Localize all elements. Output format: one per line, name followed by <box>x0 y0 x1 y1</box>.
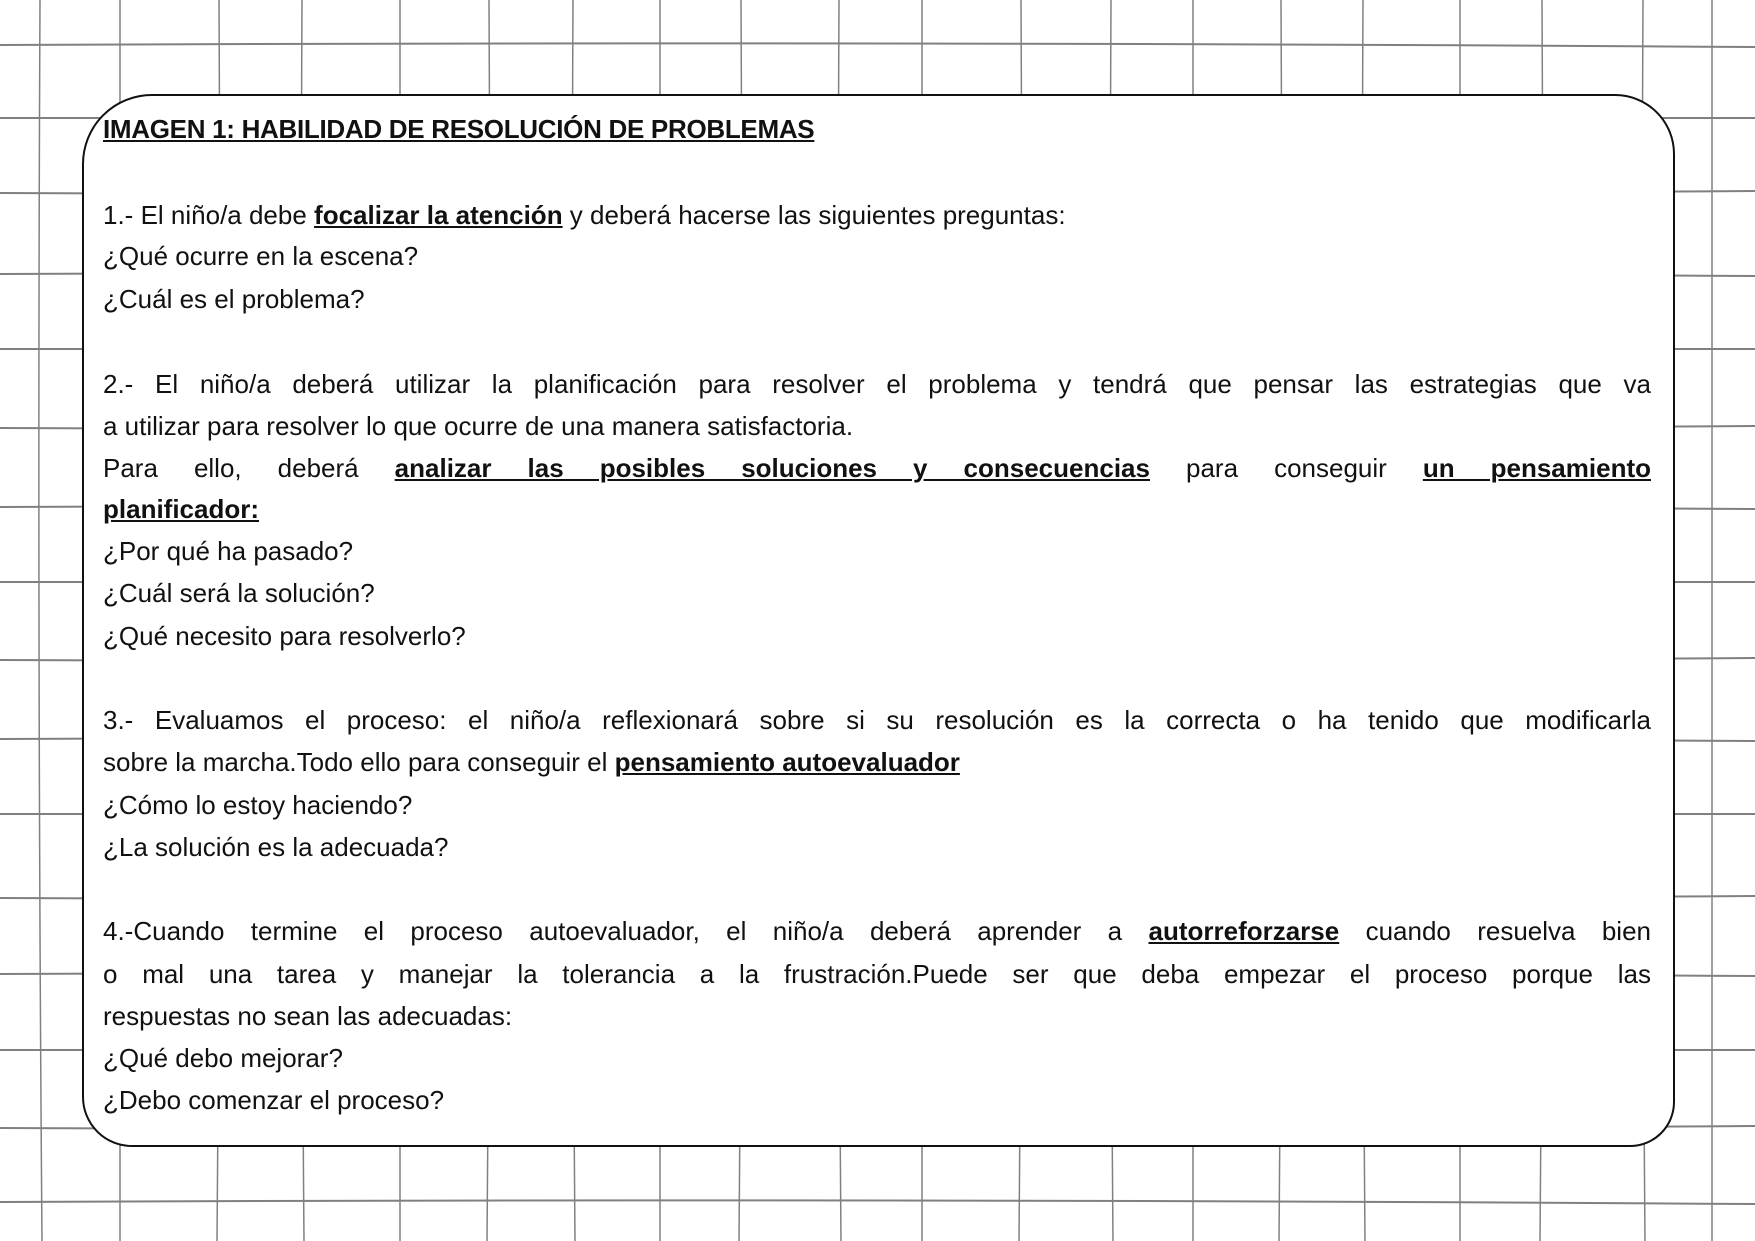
emphasis-autorreforzarse: autorreforzarse <box>1148 916 1340 946</box>
step3-line: 3.- Evaluamos el proceso: el niño/a reflexionará sobre si su resolución es la correcta o ha tenido que modificarla <box>103 705 1651 735</box>
text: sobre la marcha.Todo ello para conseguir el <box>103 747 615 777</box>
grid-line-vertical <box>39 0 42 1241</box>
question: ¿Qué debo mejorar? <box>103 1043 343 1073</box>
emphasis-pensamiento: un pensamiento <box>1422 453 1651 483</box>
step2-line: 2.- El niño/a deberá utilizar la planificación para resolver el problema y tendrá que pensar las estrategias que va <box>103 369 1651 399</box>
step4-line: respuestas no sean las adecuadas: <box>103 1001 513 1031</box>
emphasis-autoevaluador: pensamiento autoevaluador <box>614 747 960 777</box>
question: ¿Cuál es el problema? <box>103 284 365 314</box>
question: ¿Qué ocurre en la escena? <box>103 241 419 271</box>
question: ¿Por qué ha pasado? <box>103 536 354 566</box>
step2-line <box>103 488 1651 530</box>
grid-line-horizontal <box>0 43 1755 47</box>
step4-line <box>103 910 1651 952</box>
step2-line: a utilizar para resolver lo que ocurre de una manera satisfactoria. <box>103 411 854 441</box>
grid-line-horizontal <box>0 1200 1755 1204</box>
text: cuando resuelva bien <box>1339 916 1651 946</box>
text: para conseguir <box>1149 453 1423 483</box>
emphasis-focalizar: focalizar la atención <box>314 200 563 230</box>
text: 4.-Cuando termine el proceso autoevaluador, el niño/a deberá aprender a <box>103 916 1149 946</box>
question: ¿Debo comenzar el proceso? <box>103 1085 445 1115</box>
step2-line <box>103 447 1651 489</box>
question: ¿Qué necesito para resolverlo? <box>103 621 466 651</box>
emphasis-analizar: analizar las posibles soluciones y consecuencias <box>394 453 1150 483</box>
question: ¿Cuál será la solución? <box>103 578 375 608</box>
text: 1.- El niño/a debe <box>103 200 315 230</box>
question: ¿La solución es la adecuada? <box>103 832 449 862</box>
page-title: IMAGEN 1: HABILIDAD DE RESOLUCIÓN DE PROBLEMAS <box>103 114 815 144</box>
emphasis-planificador: planificador: <box>103 494 260 524</box>
step4-line: o mal una tarea y manejar la tolerancia a la frustración.Puede ser que deba empezar el proceso porque las <box>103 959 1651 989</box>
step3-line <box>103 741 1651 783</box>
step1-line <box>103 194 1651 236</box>
text: Para ello, deberá <box>103 453 395 483</box>
text: y deberá hacerse las siguientes preguntas: <box>562 200 1066 230</box>
question: ¿Cómo lo estoy haciendo? <box>103 790 413 820</box>
